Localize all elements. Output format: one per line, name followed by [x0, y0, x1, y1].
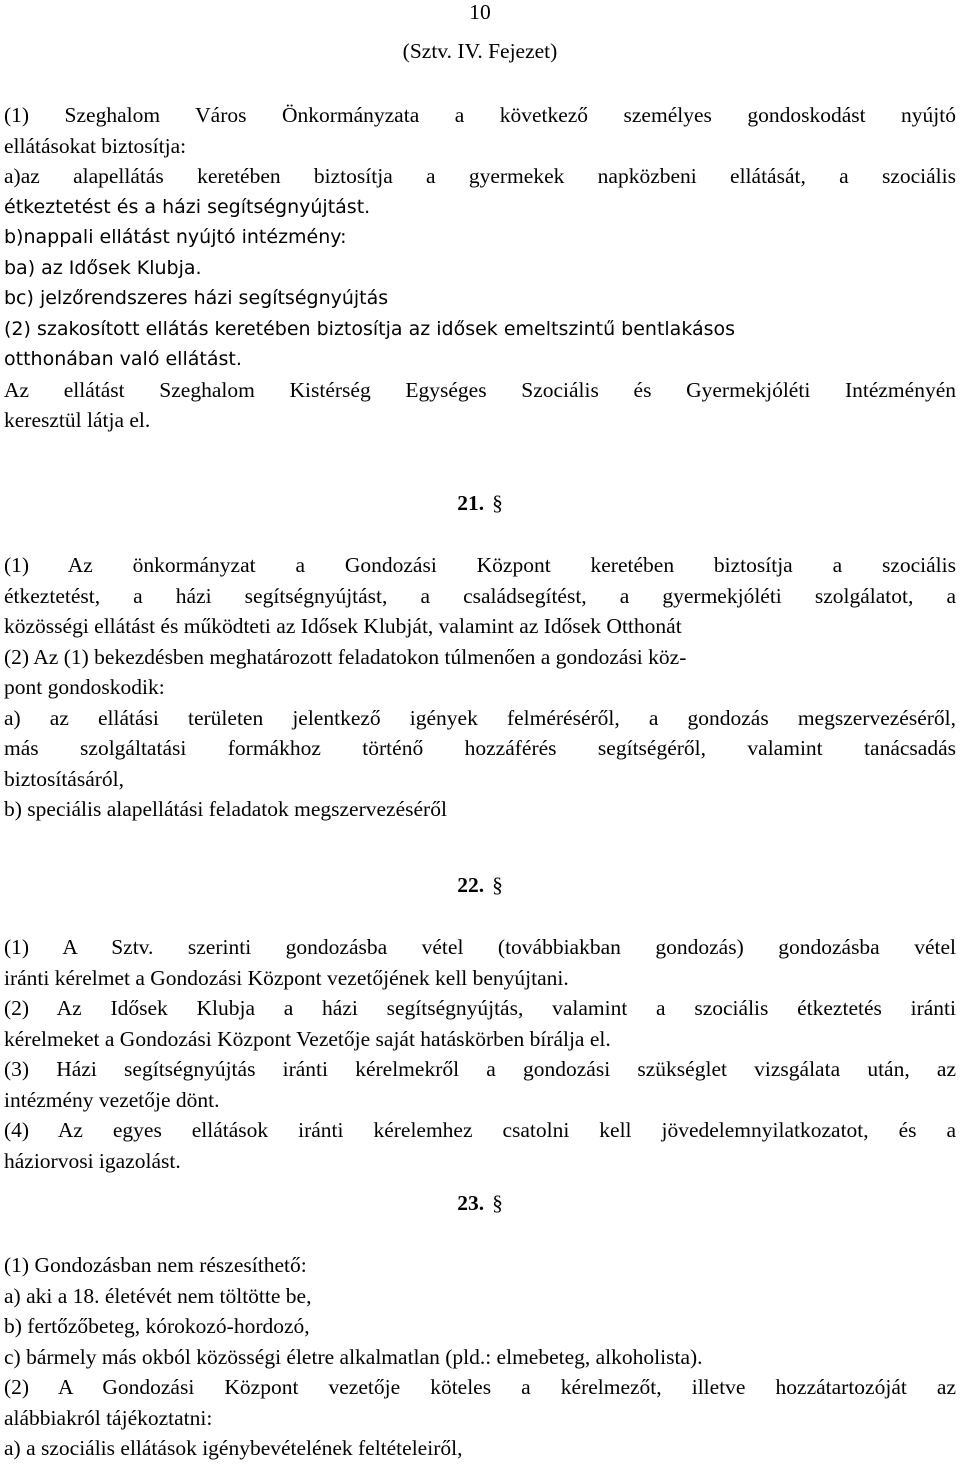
- text-line: (2) Az (1) bekezdésben meghatározott feladatokon túlmenően a gondozási köz-: [4, 644, 687, 669]
- section-heading: [0, 1188, 960, 1218]
- text-line: (4) Az egyes ellátások iránti kérelemhez csatolni kell jövedelemnyilatkozatot, és a: [4, 1118, 956, 1142]
- text-line: közösségi ellátást és működteti az Idősek Klubját, valamint az Idősek Otthonát: [4, 614, 682, 638]
- section-mark: §: [492, 873, 503, 897]
- text-line: (3) Házi segítségnyújtás iránti kérelmekről a gondozási szükséglet vizsgálata után, az: [4, 1057, 956, 1081]
- text-line: b)nappali ellátást nyújtó intézmény:: [4, 226, 347, 248]
- text-line: (1) Az önkormányzat a Gondozási Központ keretében biztosítja a szociális: [4, 553, 956, 577]
- text-line: Az ellátást Szeghalom Kistérség Egységes Szociális és Gyermekjóléti Intézményén: [4, 377, 956, 402]
- text-line: háziorvosi igazolást.: [4, 1148, 181, 1173]
- text-line: intézmény vezetője dönt.: [4, 1087, 220, 1112]
- section-body: [4, 1250, 956, 1464]
- section-mark: §: [492, 1191, 503, 1215]
- text-line: kérelmeket a Gondozási Központ Vezetője saját hatáskörben bírálja el.: [4, 1026, 611, 1051]
- text-line: alábbiakról tájékoztatni:: [4, 1405, 213, 1430]
- chapter-reference: (Sztv. IV. Fejezet): [402, 39, 558, 63]
- text-line: (2) A Gondozási Központ vezetője köteles a kérelmezőt, illetve hozzátartozóját az: [4, 1375, 956, 1399]
- page-number: 10: [469, 0, 491, 24]
- text-line: b) fertőzőbeteg, kórokozó-hordozó,: [4, 1314, 310, 1338]
- text-line: a) az ellátási területen jelentkező igények felméréséről, a gondozás megszervezéséről,: [4, 705, 956, 730]
- text-line: étkeztetést, a házi segítségnyújtást, a családsegítést, a gyermekjóléti szolgálatot, a: [4, 583, 956, 608]
- text-line: (2) Az Idősek Klubja a házi segítségnyújtás, valamint a szociális étkeztetés iránti: [4, 996, 956, 1020]
- text-line: otthonában való ellátást.: [4, 348, 242, 370]
- text-line: biztosításáról,: [4, 766, 125, 791]
- text-line: a) aki a 18. életévét nem töltötte be,: [4, 1283, 312, 1308]
- section-number: 22.: [457, 873, 485, 897]
- text-line: a) a szociális ellátások igénybevételének feltételeiről,: [4, 1436, 463, 1460]
- text-line: bc) jelzőrendszeres házi segítségnyújtás: [4, 287, 389, 309]
- section-number: 23.: [457, 1191, 485, 1215]
- section-heading: [0, 870, 960, 900]
- text-line: (1) Szeghalom Város Önkormányzata a következő személyes gondoskodást nyújtó: [4, 103, 956, 127]
- text-line: c) bármely más okból közösségi életre alkalmatlan (pld.: elmebeteg, alkoholista).: [4, 1344, 703, 1369]
- text-line: pont gondoskodik:: [4, 675, 165, 699]
- text-line: (1) Gondozásban nem részesíthető:: [4, 1253, 307, 1277]
- section-body: [4, 932, 956, 1176]
- text-line: (2) szakosított ellátás keretében biztosítja az idősek emeltszintű bentlakásos: [4, 317, 736, 340]
- text-line: más szolgáltatási formákhoz történő hozzáférés segítségéről, valamint tanácsadás: [4, 736, 956, 760]
- text-line: a)az alapellátás keretében biztosítja a gyermekek napközbeni ellátását, a szociális: [4, 164, 956, 188]
- section-heading: [0, 488, 960, 518]
- section-mark: §: [492, 491, 503, 515]
- text-line: keresztül látja el.: [4, 408, 151, 432]
- text-line: b) speciális alapellátási feladatok megszervezéséről: [4, 797, 447, 821]
- section-number: 21.: [457, 491, 485, 515]
- text-line: ellátásokat biztosítja:: [4, 133, 187, 158]
- section-body: [4, 550, 956, 825]
- text-line: iránti kérelmet a Gondozási Központ vezetőjének kell benyújtani.: [4, 965, 569, 990]
- text-line: (1) A Sztv. szerinti gondozásba vétel (továbbiakban gondozás) gondozásba vétel: [4, 935, 956, 959]
- text-line: étkeztetést és a házi segítségnyújtást.: [4, 195, 371, 218]
- intro-block: [4, 100, 956, 436]
- text-line: ba) az Idősek Klubja.: [4, 256, 202, 279]
